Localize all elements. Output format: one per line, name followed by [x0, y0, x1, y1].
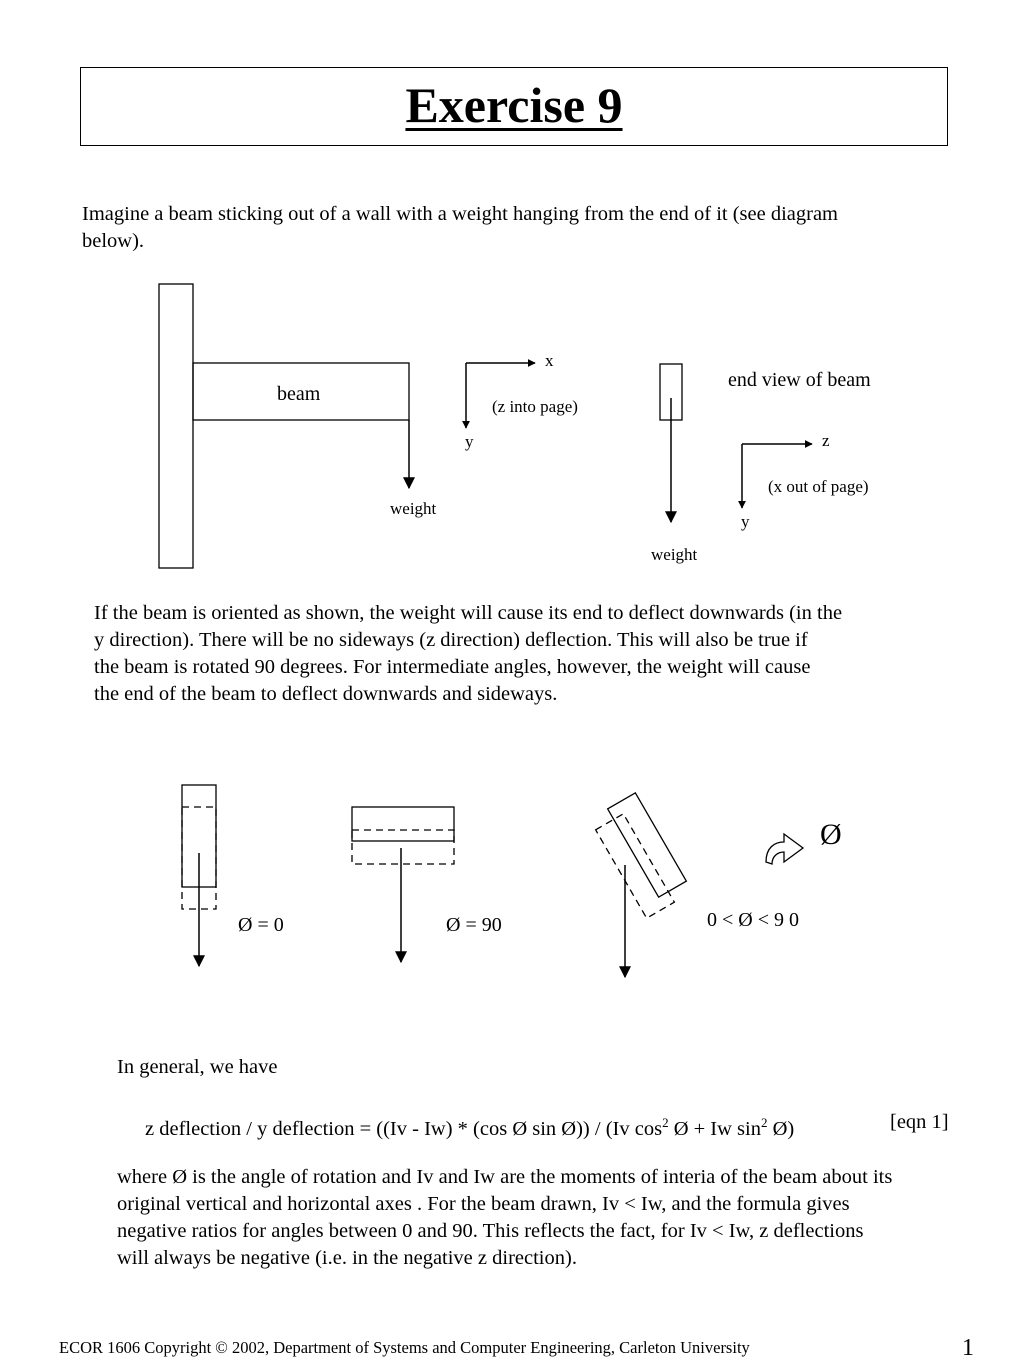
equation-sup-2: 2 — [760, 1115, 768, 1130]
end-view-label: end view of beam — [728, 369, 871, 391]
explanation-paragraph: If the beam is oriented as shown, the weight will cause its end to deflect downwards (in the y direction). There will be no sideways (z direction) deflection. This will also be true if the beam is rotated 90 degrees. For intermediate angles, however, the weight will cause the end of the beam to deflect downwards and sideways. — [94, 602, 843, 705]
page-title: Exercise 9 — [405, 76, 623, 133]
angle-symbol: Ø — [820, 818, 842, 851]
angle-zero-label: Ø = 0 — [238, 914, 284, 936]
y-axis-label-2: y — [741, 512, 750, 531]
equation-main: z deflection / y deflection = ((Iv - Iw) * (cos Ø sin Ø)) / (Iv cos — [145, 1117, 663, 1140]
beam-label: beam — [277, 383, 321, 405]
x-axis-label: x — [545, 351, 554, 370]
angle-between-label: 0 < Ø < 9 0 — [707, 909, 800, 931]
equation-sup-1: 2 — [662, 1115, 669, 1130]
intro-paragraph: Imagine a beam sticking out of a wall with a weight hanging from the end of it (see diagram below). — [82, 203, 838, 252]
wall — [159, 284, 193, 568]
equation — [145, 1109, 794, 1143]
angle-ninety-label: Ø = 90 — [446, 914, 502, 936]
z-axis-label: z — [822, 431, 830, 450]
page-number: 1 — [962, 1335, 974, 1361]
end-weight-label: weight — [651, 545, 698, 564]
footer-copyright: ECOR 1606 Copyright © 2002, Department of Systems and Computer Engineering, Carleton University — [59, 1338, 750, 1357]
rotation-arrow-icon — [766, 834, 803, 864]
x-out-of-page-note: (x out of page) — [768, 477, 869, 496]
equation-end: Ø) — [767, 1117, 795, 1140]
weight-label: weight — [390, 499, 437, 518]
equation-tag: [eqn 1] — [890, 1111, 949, 1133]
general-intro: In general, we have — [117, 1056, 278, 1078]
definitions-paragraph: where Ø is the angle of rotation and Iv and Iw are the moments of interia of the beam about its original vertical and horizontal axes . For the beam drawn, Iv < Iw, and the formula gives negative ratios for angles between 0 and 90. This reflects the fact, for Iv < Iw, z deflections will always be negative (i.e. in the negative z direction). — [117, 1166, 893, 1269]
y-axis-label: y — [465, 432, 474, 451]
equation-mid: Ø + Iw sin — [668, 1117, 761, 1140]
beam-rotation-90 — [352, 807, 454, 864]
beam-rotation-intermediate — [596, 793, 687, 918]
z-into-page-note: (z into page) — [492, 397, 578, 416]
